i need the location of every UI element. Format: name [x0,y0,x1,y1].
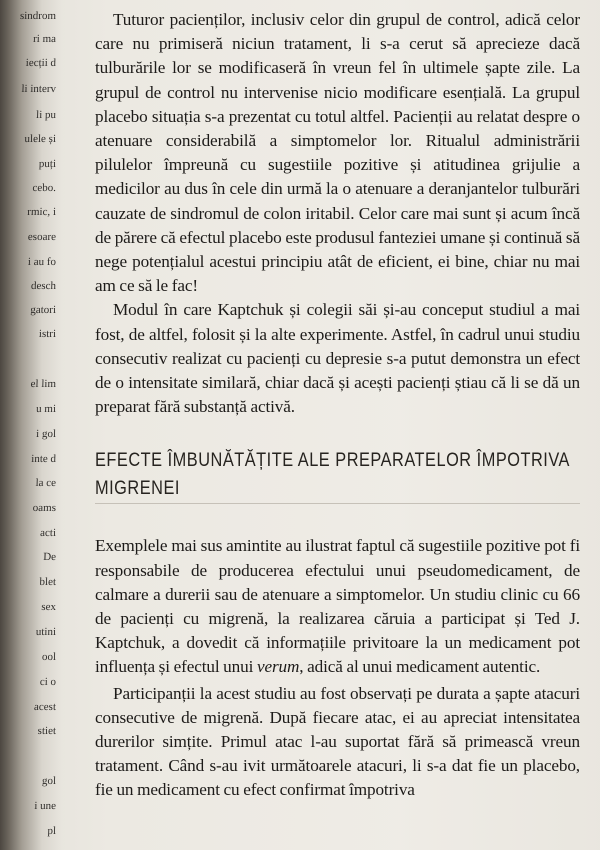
page-content [95,8,580,850]
adjacent-page-fragment: i une [34,800,57,812]
section-heading-block [95,447,580,504]
adjacent-page-fragment: sex [41,601,57,613]
adjacent-page-fragment: desch [30,280,57,292]
adjacent-page-fragment: i au fo [27,256,57,268]
adjacent-page-fragment: ulele și [24,133,57,145]
adjacent-page-fragment: istri [38,328,57,340]
adjacent-page-fragment: blet [39,576,57,588]
heading-divider [95,503,580,504]
body-paragraph: Participanții la acest studiu au fost observați pe durata a șapte atacuri consecutive de migrenă. După fiecare atac, ei au apreciat intensitatea durerilor simțite. Primul atac l-au suportat fără să primească vreun tratament. Când s-au ivit următoarele atacuri, li s-a dat fie un placebo, fie un medicament cu efect confirmat împotriva [95,683,580,800]
adjacent-page-fragment: ci o [39,676,57,688]
adjacent-page-fragment: iecții d [25,57,57,69]
adjacent-page-fragment: De [42,551,57,563]
body-paragraph: Modul în care Kaptchuk și colegii săi și-au conceput studiul a mai fost, de altfel, folosit și la alte experimente. Astfel, în cadrul unui studiu consecutiv realizat cu pacienți cu depresie s-a putut demonstra un efect de o intensitate similară, chiar dacă și acești pacienți știau că li se dă un preparat fără substanță activă. [95,300,580,417]
adjacent-page-fragment: acti [39,527,57,539]
adjacent-page-fragment: pl [47,825,57,837]
adjacent-page-fragment: gol [41,775,57,787]
adjacent-page-fragment: esoare [27,231,57,243]
adjacent-page-fragment: gatori [30,304,57,316]
adjacent-page-fragment: el lim [30,378,57,390]
adjacent-page-fragment: stiet [37,725,57,737]
adjacent-page-fragment: inte d [31,453,57,465]
adjacent-page-fragment: ri ma [32,33,57,45]
adjacent-page-fragment: cebo. [32,182,57,194]
section-heading: EFECTE ÎMBUNĂTĂȚITE ALE PREPARATELOR ÎMPOTRIVA MIGRENEI [95,450,570,500]
adjacent-page-fragment: acest [33,701,57,713]
adjacent-page-fragment: la ce [35,477,57,489]
adjacent-page-fragment: utini [35,626,57,638]
adjacent-page-fragment: sindrom [19,10,57,22]
adjacent-page-fragment: li interv [21,83,57,95]
adjacent-page-fragment: rmic, i [27,206,57,218]
paragraph-text: , adică al unui medicament autentic. [299,657,541,677]
body-paragraph [95,534,580,679]
adjacent-page-fragment: puți [38,158,57,170]
adjacent-page-fragment: ool [41,651,57,663]
adjacent-page-fragment: oams [32,502,57,514]
adjacent-page-strip [0,0,58,850]
body-paragraph: Tuturor pacienților, inclusiv celor din grupul de control, adică celor care nu primiseră niciun tratament, li s-a cerut să aprecieze dacă tulburările lor se modificaseră în vreun fel în ultimele șapte zile. La grupul de control nu intervenise nicio modificare esențială. La grupul placebo situația s-a prezentat cu totul altfel. Pacienții au relatat despre o atenuare considerabilă a simptomelor lor. Ritualul administrării pilulelor împreună cu sugestiile pozitive și atitudinea grijulie a medicilor au dus în cele din urmă la o atenuare a deranjantelor tulburări cauzate de sindromul de colon iritabil. Celor care mai sunt și acum încă de părere că efectul placebo este produsul fanteziei umane și continuă să nege potențialul acestui principiu atât de eficient, ei bine, chiar nu mai am ce să le fac! [95,10,580,296]
paragraph-text: Exemplele mai sus amintite au ilustrat faptul că sugestiile pozitive pot fi responsabile de producerea efectului unui pseudomedicament, de calmare a durerii sau de atenuare a simptomelor. Un studiu clinic cu 66 de pacienți cu migrenă, la realizarea căruia a participat și Ted J. Kaptchuk, a dovedit că informațiile privitoare la un medicament pot influența și efectul unui [95,536,580,677]
adjacent-page-fragment: u mi [35,403,57,415]
adjacent-page-fragment: li pu [35,109,57,121]
adjacent-page-fragment: i gol [35,428,57,440]
italic-term: verum [256,657,300,677]
